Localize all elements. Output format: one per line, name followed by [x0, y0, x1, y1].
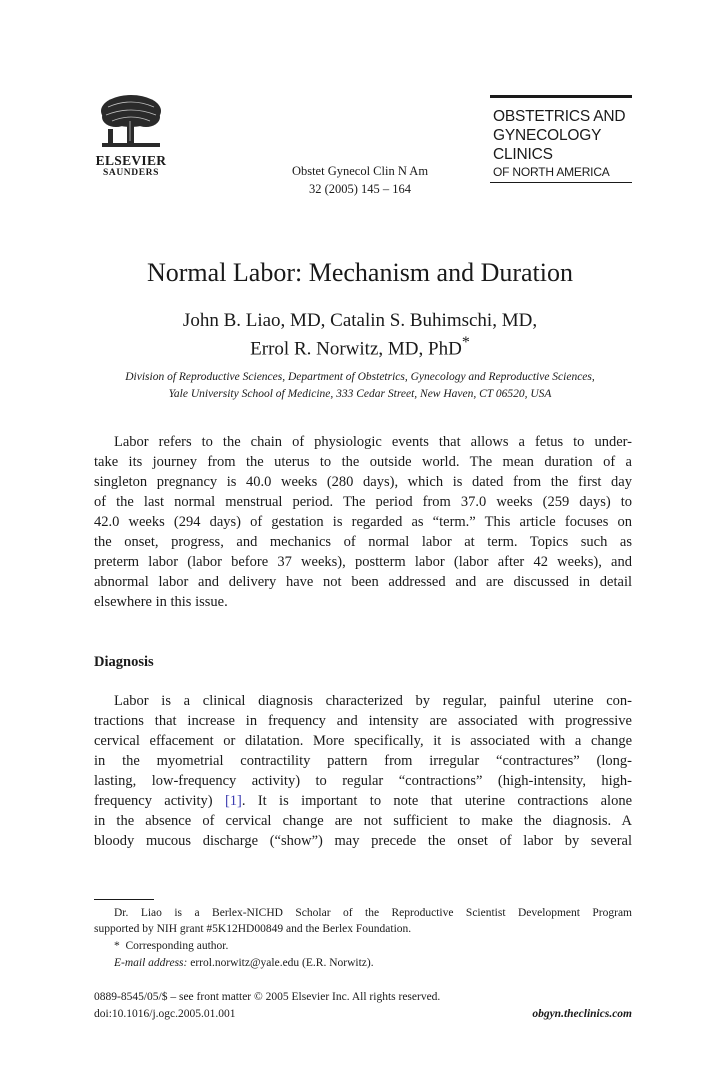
email-address[interactable]: errol.norwitz@yale.edu (E.R. Norwitz).: [190, 957, 374, 969]
footnote-mark: *: [114, 940, 120, 952]
clinics-top-rule: [490, 95, 632, 98]
affiliation: Division of Reproductive Sciences, Department of Obstetrics, Gynecology and Reproductive Sciences,: [125, 371, 595, 383]
journal-name: Obstet Gynecol Clin N Am: [291, 164, 429, 178]
corresponding-author-mark: *: [461, 334, 470, 351]
author-names: Errol R. Norwitz, MD, PhD: [250, 338, 462, 360]
journal-volume-pages: 32 (2005) 145 – 164: [308, 182, 412, 196]
clinics-journal-logo: [490, 95, 632, 183]
text-line: of the last normal menstrual period. The period from 37.0 weeks (259 days) to: [94, 494, 632, 510]
affiliation: Yale University School of Medicine, 333 Cedar Street, New Haven, CT 06520, USA: [168, 388, 552, 400]
citation-link[interactable]: [1]: [224, 793, 242, 809]
text-segment: . It is important to note that uterine contractions alone: [241, 793, 632, 809]
text-line: tractions that increase in frequency and intensity are associated with progressive: [94, 713, 632, 729]
clinics-title-line: OBSTETRICS AND: [493, 108, 626, 125]
footnote-line: Dr. Liao is a Berlex-NICHD Scholar of the Reproductive Scientist Development Program: [114, 907, 632, 919]
journal-citation: [270, 162, 450, 198]
email-label: E-mail address:: [114, 957, 188, 969]
diagnosis-paragraph: [94, 691, 632, 851]
text-line: Labor is a clinical diagnosis characterized by regular, painful uterine con-: [114, 693, 632, 709]
text-line: bloody mucous discharge (“show”) may precede the onset of labor by several: [94, 833, 632, 849]
text-line: the onset, progress, and mechanics of normal labor at term. Topics such as: [94, 534, 632, 550]
footnote-email: [94, 955, 632, 971]
text-line: lasting, low-frequency activity) to regular “contractions” (high-intensity, high-: [94, 773, 632, 789]
footnote-text: Corresponding author.: [125, 940, 229, 952]
text-line: Labor refers to the chain of physiologic events that allows a fetus to under-: [114, 434, 632, 450]
text-line: in the absence of cervical change are not sufficient to make the diagnosis. A: [94, 813, 632, 829]
text-line: abnormal labor and delivery have not been addressed and are discussed in detail: [94, 574, 632, 590]
text-line: elsewhere in this issue.: [94, 594, 228, 610]
text-segment: frequency activity): [94, 793, 225, 809]
text-line: cervical effacement or dilatation. More specifically, it is associated with a change: [94, 733, 632, 749]
footnote-line: supported by NIH grant #5K12HD00849 and the Berlex Foundation.: [94, 923, 412, 935]
text-line: 42.0 weeks (294 days) of gestation is regarded as “term.” This article focuses on: [94, 514, 632, 530]
journal-website-link[interactable]: obgyn.theclinics.com: [532, 1008, 632, 1020]
clinics-title-line: GYNECOLOGY: [493, 127, 602, 144]
footnote-funding: [94, 905, 632, 937]
text-line: preterm labor (labor before 37 weeks), postterm labor (labor after 42 weeks), and: [94, 554, 632, 570]
elsevier-logo: [94, 93, 168, 183]
author-list: John B. Liao, MD, Catalin S. Buhimschi, MD,: [182, 310, 538, 331]
copyright-line: 0889-8545/05/$ – see front matter © 2005 Elsevier Inc. All rights reserved.: [94, 991, 441, 1003]
text-line: singleton pregnancy is 40.0 weeks (280 days), which is dated from the first day: [94, 474, 632, 490]
imprint-name: SAUNDERS: [102, 168, 159, 178]
text-line: take its journey from the uterus to the outside world. The mean duration of a: [94, 454, 632, 470]
text-line: [94, 791, 632, 811]
section-heading: Diagnosis: [94, 654, 154, 670]
tree-logo-icon: [98, 93, 164, 151]
footnote-rule: [94, 899, 154, 900]
footnote-corresponding: [94, 938, 632, 954]
abstract-paragraph: [94, 432, 632, 612]
publisher-name: ELSEVIER: [95, 153, 167, 168]
clinics-title-line: CLINICS: [493, 146, 553, 163]
article-title: Normal Labor: Mechanism and Duration: [147, 258, 573, 287]
doi-line[interactable]: doi:10.1016/j.ogc.2005.01.001: [94, 1008, 236, 1020]
author-list: [60, 334, 660, 360]
clinics-title-line: OF NORTH AMERICA: [490, 165, 632, 183]
text-line: in the myometrial contractility pattern from irregular “contractures” (long-: [94, 753, 632, 769]
